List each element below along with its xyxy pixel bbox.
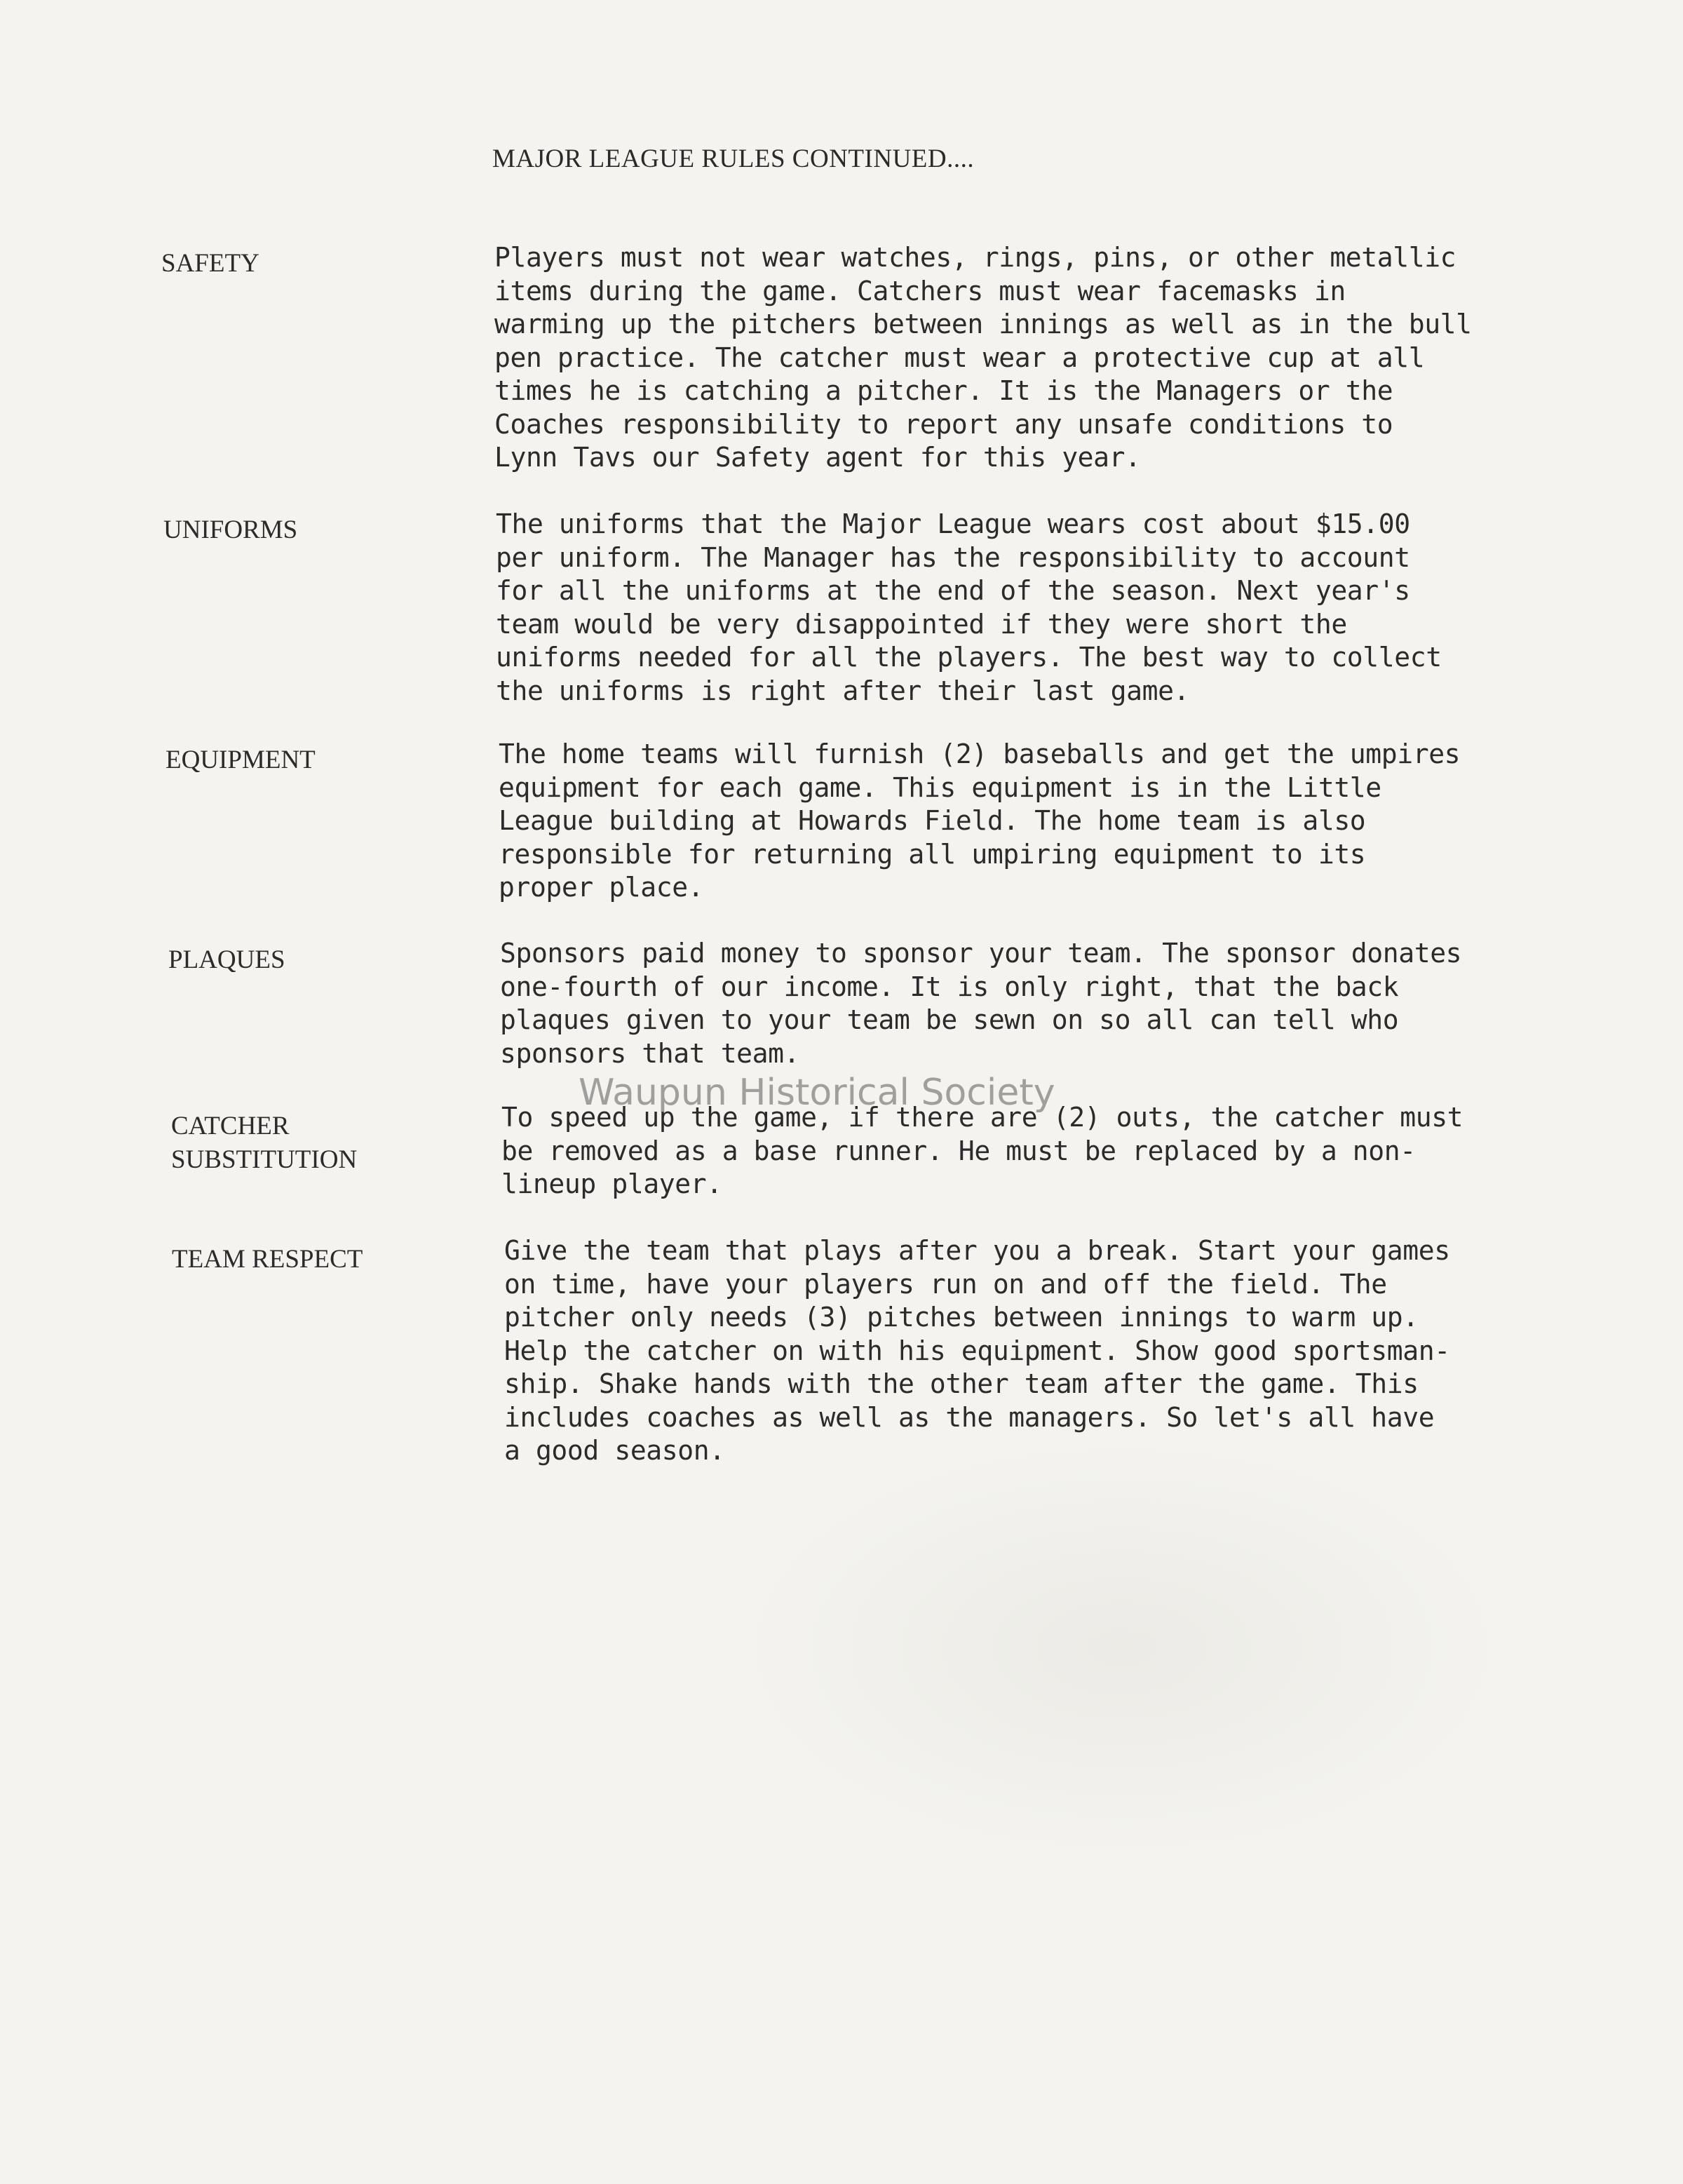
label-line: CATCHER (171, 1112, 290, 1140)
section-label-plaques: PLAQUES (168, 945, 285, 974)
section-body-safety (494, 241, 1472, 475)
section-body-team-respect (504, 1234, 1450, 1468)
section-body-plaques (500, 937, 1461, 1070)
text-line: proper place. (499, 872, 704, 903)
text-line: a good season. (504, 1435, 725, 1466)
text-line: one-fourth of our income. It is only right, that the back (500, 971, 1399, 1002)
text-line: lineup player. (501, 1168, 722, 1199)
section-label-team-respect: TEAM RESPECT (172, 1245, 363, 1274)
text-line: responsible for returning all umpiring equipment to its (499, 838, 1366, 870)
text-line: Coaches responsibility to report any unsafe conditions to (494, 408, 1393, 440)
text-line: The uniforms that the Major League wears cost about $15.00 (496, 508, 1410, 539)
text-line: Sponsors paid money to sponsor your team. The sponsor donates (500, 938, 1462, 969)
text-line: plaques given to your team be sewn on so all can tell who (500, 1004, 1399, 1035)
paper-bleed-through (736, 1438, 1508, 1859)
text-line: uniforms needed for all the players. The best way to collect (496, 642, 1442, 673)
label-line: SUBSTITUTION (171, 1145, 358, 1174)
text-line: equipment for each game. This equipment is in the Little (499, 771, 1381, 803)
watermark: Waupun Historical Society (579, 1072, 1055, 1114)
text-line: team would be very disappointed if they were short the (496, 608, 1347, 640)
section-body-uniforms (496, 508, 1442, 708)
section-label-catcher-substitution (171, 1110, 357, 1177)
text-line: the uniforms is right after their last game. (496, 675, 1190, 706)
text-line: be removed as a base runner. He must be replaced by a non- (501, 1135, 1416, 1166)
text-line: pitcher only needs (3) pitches between innings to warm up. (504, 1302, 1419, 1333)
text-line: The home teams will furnish (2) baseballs and get the umpires (499, 739, 1461, 769)
document-title: MAJOR LEAGUE RULES CONTINUED.... (492, 144, 975, 173)
section-body-equipment (499, 738, 1460, 905)
section-label-equipment: EQUIPMENT (165, 746, 316, 774)
text-line: Lynn Tavs our Safety agent for this year. (494, 442, 1141, 473)
text-line: sponsors that team. (500, 1037, 800, 1069)
text-line: ship. Shake hands with the other team after the game. This (504, 1368, 1419, 1399)
text-line: for all the uniforms at the end of the season. Next year's (496, 575, 1410, 606)
section-label-safety: SAFETY (161, 249, 259, 278)
text-line: includes coaches as well as the managers. So let's all have (504, 1401, 1435, 1433)
text-line: on time, have your players run on and off the field. The (504, 1268, 1387, 1300)
text-line: warming up the pitchers between innings as well as in the bull (494, 309, 1472, 339)
text-line: pen practice. The catcher must wear a protective cup at all (494, 342, 1425, 373)
section-body-catcher-substitution (501, 1101, 1463, 1201)
text-line: League building at Howards Field. The home team is also (499, 805, 1366, 836)
text-line: Help the catcher on with his equipment. Show good sportsman- (504, 1335, 1450, 1366)
text-line: To speed up the game, if there are (2) outs, the catcher must (501, 1102, 1464, 1133)
text-line: times he is catching a pitcher. It is the Managers or the (494, 375, 1393, 406)
text-line: Give the team that plays after you a break. Start your games (504, 1235, 1450, 1266)
text-line: items during the game. Catchers must wear facemasks in (494, 275, 1346, 306)
section-label-uniforms: UNIFORMS (163, 515, 298, 544)
text-line: Players must not wear watches, rings, pins, or other metallic (494, 242, 1456, 273)
text-line: per uniform. The Manager has the responsibility to account (496, 541, 1410, 573)
